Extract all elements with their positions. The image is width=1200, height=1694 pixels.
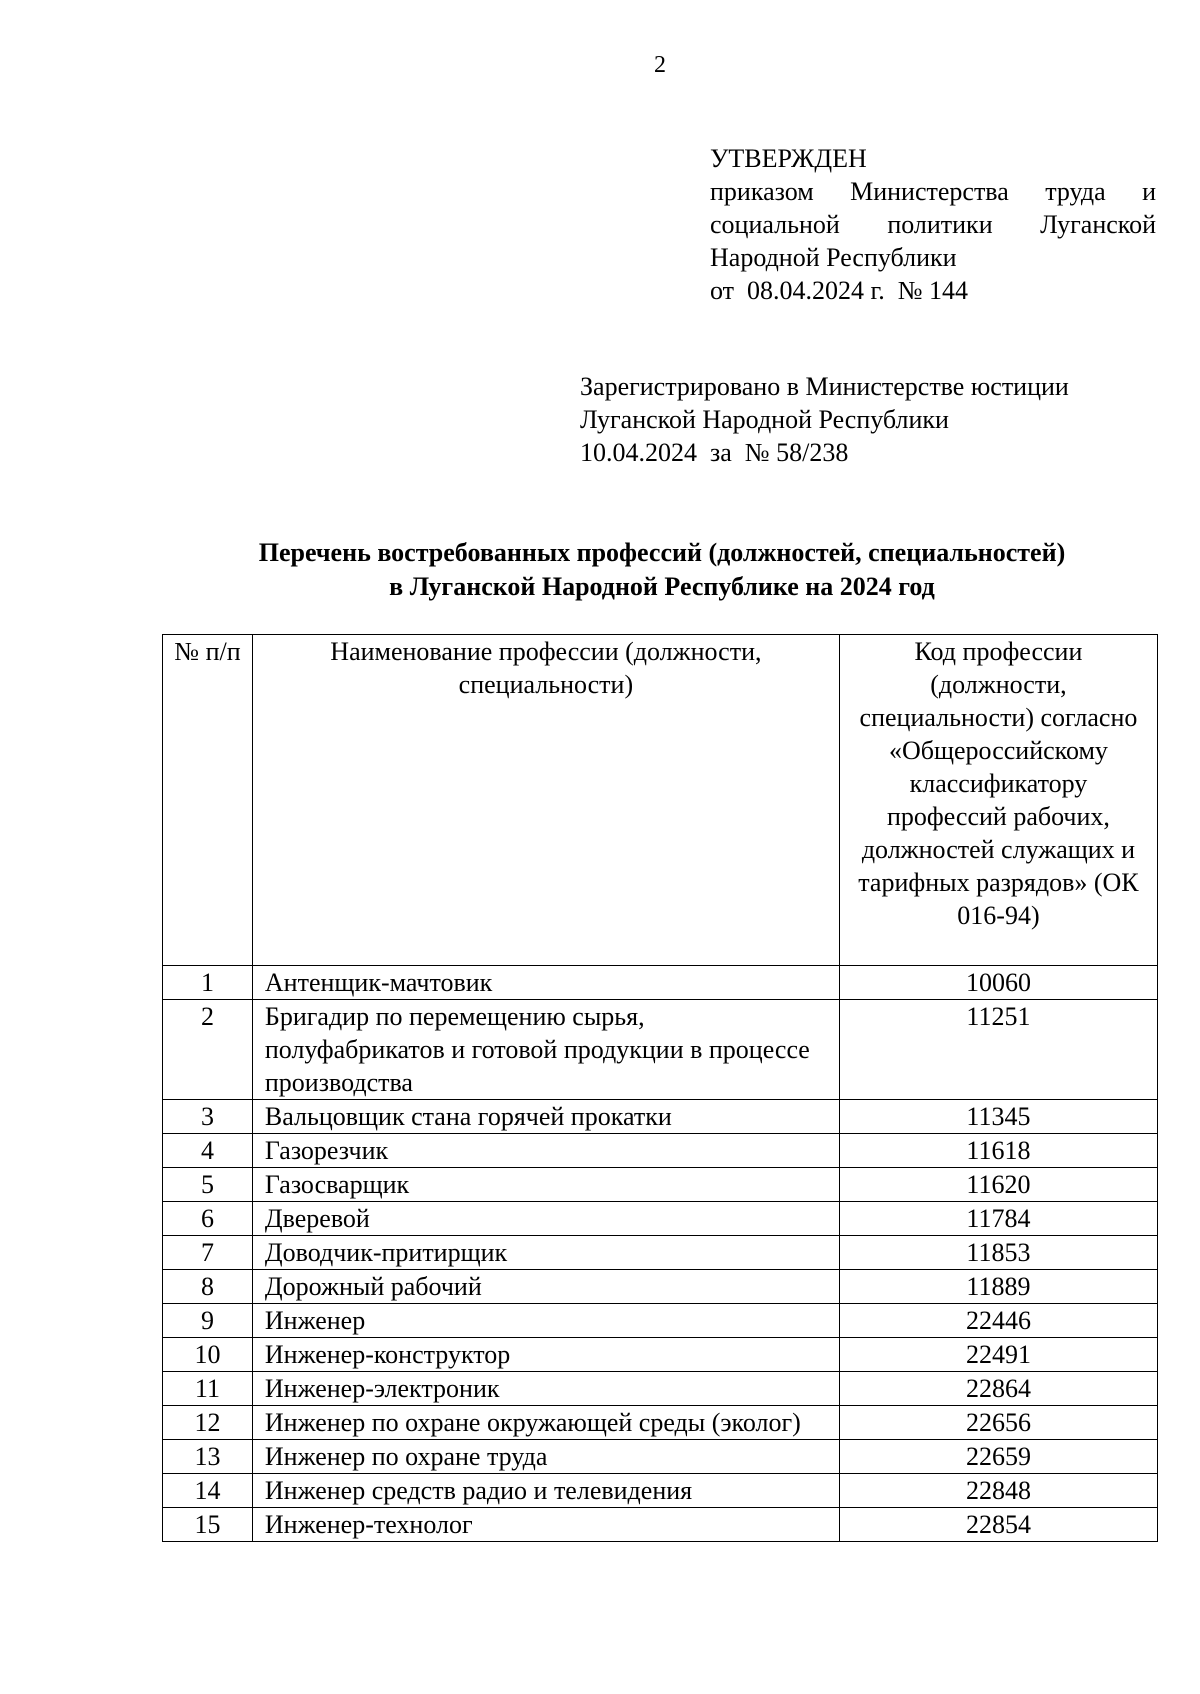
row-name: Инженер по охране труда	[252, 1440, 839, 1474]
header-code: Код профессии (должности, специальности) согласно «Общероссийскому классификатору профессий рабочих, должностей служащих и тарифных разрядов» (ОК 016-94)	[839, 635, 1157, 966]
row-num: 14	[163, 1474, 253, 1508]
registration-line: Зарегистрировано в Министерстве юстиции	[580, 372, 1069, 401]
row-num: 7	[163, 1236, 253, 1270]
row-name: Дверевой	[252, 1202, 839, 1236]
registration-line: Луганской Народной Республики	[580, 405, 949, 434]
table-body	[163, 966, 1158, 1542]
row-num: 15	[163, 1508, 253, 1542]
row-code: 10060	[839, 966, 1157, 1000]
registration-block	[580, 370, 1140, 469]
table-row	[163, 1270, 1158, 1304]
table-row	[163, 1100, 1158, 1134]
row-num: 3	[163, 1100, 253, 1134]
approval-order-line: от 08.04.2024 г. № 144	[710, 276, 969, 305]
page-number: 2	[654, 52, 666, 78]
row-name: Инженер	[252, 1304, 839, 1338]
row-num: 11	[163, 1372, 253, 1406]
row-name: Газосварщик	[252, 1168, 839, 1202]
table-row	[163, 1474, 1158, 1508]
row-name: Инженер средств радио и телевидения	[252, 1474, 839, 1508]
row-code: 11853	[839, 1236, 1157, 1270]
row-code: 22848	[839, 1474, 1157, 1508]
row-code: 11251	[839, 1000, 1157, 1100]
row-name: Доводчик-притирщик	[252, 1236, 839, 1270]
row-name: Бригадир по перемещению сырья, полуфабрикатов и готовой продукции в процессе производства	[252, 1000, 839, 1100]
table-row	[163, 1236, 1158, 1270]
row-name: Инженер-технолог	[252, 1508, 839, 1542]
row-name: Инженер-электроник	[252, 1372, 839, 1406]
row-name: Дорожный рабочий	[252, 1270, 839, 1304]
table-row	[163, 966, 1158, 1000]
row-code: 22446	[839, 1304, 1157, 1338]
table-row	[163, 1372, 1158, 1406]
header-num: № п/п	[163, 635, 253, 966]
table-header-row	[163, 635, 1158, 966]
table-row	[163, 1338, 1158, 1372]
row-num: 4	[163, 1134, 253, 1168]
table-row	[163, 1000, 1158, 1100]
row-code: 11345	[839, 1100, 1157, 1134]
row-num: 9	[163, 1304, 253, 1338]
row-name: Вальцовщик стана горячей прокатки	[252, 1100, 839, 1134]
registration-line: 10.04.2024 за № 58/238	[580, 438, 849, 467]
approval-block	[710, 142, 1156, 307]
row-code: 11618	[839, 1134, 1157, 1168]
row-code: 22659	[839, 1440, 1157, 1474]
row-num: 8	[163, 1270, 253, 1304]
approval-status: УТВЕРЖДЕН	[710, 144, 867, 173]
row-code: 22854	[839, 1508, 1157, 1542]
table-row	[163, 1440, 1158, 1474]
table-row	[163, 1406, 1158, 1440]
row-name: Инженер по охране окружающей среды (эколог)	[252, 1406, 839, 1440]
approval-line: Народной Республики	[710, 243, 957, 272]
row-num: 1	[163, 966, 253, 1000]
row-num: 13	[163, 1440, 253, 1474]
row-name: Антенщик-мачтовик	[252, 966, 839, 1000]
row-code: 22864	[839, 1372, 1157, 1406]
row-code: 22491	[839, 1338, 1157, 1372]
professions-table	[162, 634, 1158, 1542]
row-num: 6	[163, 1202, 253, 1236]
row-num: 10	[163, 1338, 253, 1372]
table-row	[163, 1134, 1158, 1168]
row-code: 11784	[839, 1202, 1157, 1236]
row-name: Газорезчик	[252, 1134, 839, 1168]
row-num: 2	[163, 1000, 253, 1100]
table-row	[163, 1508, 1158, 1542]
approval-line: приказом Министерства труда и	[710, 177, 1156, 206]
table-row	[163, 1168, 1158, 1202]
row-code: 22656	[839, 1406, 1157, 1440]
row-code: 11889	[839, 1270, 1157, 1304]
row-num: 5	[163, 1168, 253, 1202]
row-code: 11620	[839, 1168, 1157, 1202]
document-title	[162, 536, 1162, 604]
row-num: 12	[163, 1406, 253, 1440]
header-name: Наименование профессии (должности, специальности)	[252, 635, 839, 966]
title-line: Перечень востребованных профессий (должностей, специальностей)	[258, 538, 1066, 567]
table-row	[163, 1304, 1158, 1338]
approval-line: социальной политики Луганской	[710, 210, 1156, 239]
table-row	[163, 1202, 1158, 1236]
title-line: в Луганской Народной Республике на 2024 год	[389, 572, 935, 601]
row-name: Инженер-конструктор	[252, 1338, 839, 1372]
